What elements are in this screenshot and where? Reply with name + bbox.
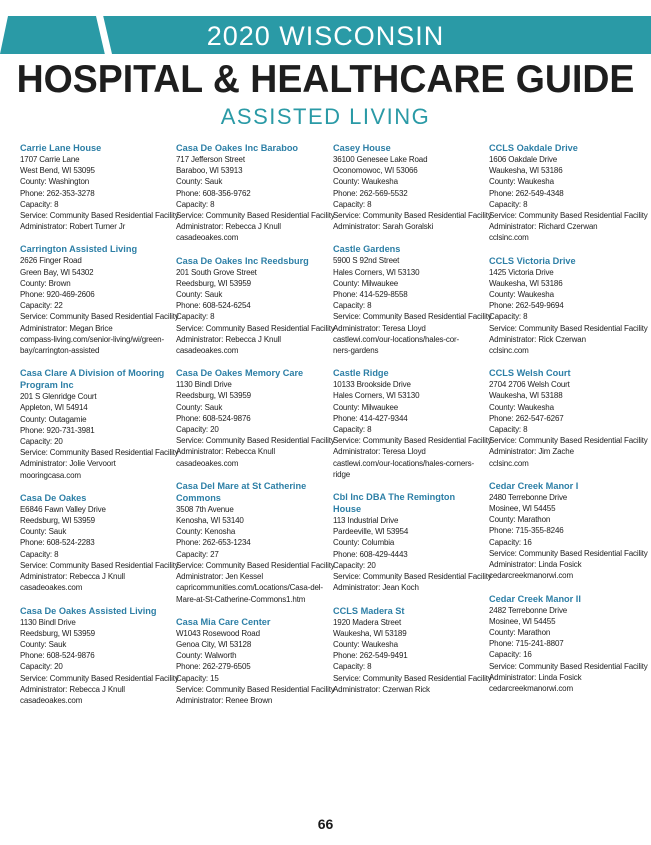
facility-listing xyxy=(176,367,335,469)
facility-name: Casa De Oakes xyxy=(20,492,87,503)
facility-phone: Phone: 262-279-6505 xyxy=(176,662,251,672)
facility-service: Service: Community Based Residential Facility xyxy=(333,211,492,221)
facility-capacity: Capacity: 8 xyxy=(489,312,528,322)
facility-capacity: Capacity: 8 xyxy=(333,301,372,311)
facility-capacity: Capacity: 20 xyxy=(333,560,376,570)
facility-service: Service: Community Based Residential Facility xyxy=(489,323,648,333)
facility-county: County: Sauk xyxy=(176,290,223,300)
facility-detail: 10133 Brookside Drive xyxy=(333,380,411,390)
facility-website[interactable]: castlewi.com/our-locations/hales-cor- xyxy=(333,334,460,344)
facility-county: County: Milwaukee xyxy=(333,278,399,288)
page-title: HOSPITAL & HEALTHCARE GUIDE xyxy=(16,58,635,101)
facility-phone: Phone: 262-547-6267 xyxy=(489,413,564,423)
facility-phone: Phone: 262-549-9491 xyxy=(333,651,408,661)
facility-administrator: Administrator: Rebecca J Knull xyxy=(176,334,281,344)
facility-name: Casa Clare A Division of Mooring Program Inc xyxy=(20,368,165,391)
facility-listing xyxy=(176,616,335,706)
facility-website[interactable]: casadeoakes.com xyxy=(20,695,83,705)
facility-detail: Reedsburg, WI 53959 xyxy=(176,278,251,288)
facility-name: CCLS Oakdale Drive xyxy=(489,143,578,153)
facility-website[interactable]: cedarcreekmanorwi.com xyxy=(489,571,573,581)
facility-county: County: Waukesha xyxy=(489,402,554,412)
facility-detail: 1606 Oakdale Drive xyxy=(489,155,558,164)
facility-service: Service: Community Based Residential Facility xyxy=(20,448,179,458)
facility-name: Castle Gardens xyxy=(333,244,401,255)
facility-administrator: Administrator: Rebecca J Knull xyxy=(176,222,281,232)
facility-website[interactable]: ners-gardens xyxy=(333,346,379,356)
facility-name: CCLS Madera St xyxy=(333,605,405,616)
facility-service: Service: Community Based Residential Facility xyxy=(20,211,179,221)
facility-capacity: Capacity: 8 xyxy=(489,425,528,435)
facility-service: Service: Community Based Residential Facility xyxy=(176,560,335,570)
facility-detail: Reedsburg, WI 53959 xyxy=(20,516,95,526)
facility-service: Service: Community Based Residential Facility xyxy=(20,560,179,570)
facility-service: Service: Community Based Residential Facility xyxy=(333,572,492,582)
facility-detail: 2704 2706 Welsh Court xyxy=(489,380,570,390)
facility-phone: Phone: 262-549-4348 xyxy=(489,188,564,198)
facility-name: Cedar Creek Manor I xyxy=(489,480,579,491)
listing-column-1 xyxy=(20,142,179,717)
facility-website[interactable]: ridge xyxy=(333,469,351,479)
facility-detail: E6846 Fawn Valley Drive xyxy=(20,504,106,514)
facility-listing xyxy=(489,480,648,582)
listing-column-3 xyxy=(333,142,492,706)
facility-phone: Phone: 414-529-8558 xyxy=(333,290,408,300)
facility-capacity: Capacity: 20 xyxy=(176,425,219,435)
facility-detail: 201 S Glenridge Court xyxy=(20,392,97,402)
facility-listing xyxy=(20,492,179,594)
facility-capacity: Capacity: 15 xyxy=(176,673,219,683)
facility-detail: 5900 S 92nd Street xyxy=(333,256,400,266)
facility-capacity: Capacity: 20 xyxy=(20,437,63,447)
facility-name: Casa Del Mare at St Catherine Commons xyxy=(176,480,307,503)
facility-website[interactable]: Mare-at-St-Catherine-Commons1.htm xyxy=(176,594,306,604)
facility-phone: Phone: 608-524-9876 xyxy=(176,413,251,423)
facility-administrator: Administrator: Rebecca Knull xyxy=(176,447,275,457)
facility-administrator: Administrator: Teresa Lloyd xyxy=(333,447,426,457)
facility-administrator: Administrator: Jim Zache xyxy=(489,447,574,457)
facility-listing xyxy=(333,142,492,232)
listing-column-2 xyxy=(176,142,335,717)
facility-phone: Phone: 262-653-1234 xyxy=(176,538,251,548)
facility-detail: Pardeeville, WI 53954 xyxy=(333,527,409,537)
facility-detail: Mosinee, WI 54455 xyxy=(489,504,556,514)
facility-detail: Mosinee, WI 54455 xyxy=(489,616,556,626)
facility-detail: Waukesha, WI 53189 xyxy=(333,628,407,638)
facility-capacity: Capacity: 8 xyxy=(333,199,372,209)
facility-phone: Phone: 414-427-9344 xyxy=(333,413,408,423)
facility-capacity: Capacity: 27 xyxy=(176,549,219,559)
facility-detail: Hales Corners, WI 53130 xyxy=(333,391,420,401)
facility-capacity: Capacity: 20 xyxy=(20,662,63,672)
facility-phone: Phone: 262-353-3278 xyxy=(20,188,95,198)
facility-county: County: Sauk xyxy=(20,639,67,649)
facility-name: Castle Ridge xyxy=(333,368,389,379)
facility-detail: Oconomowoc, WI 53066 xyxy=(333,166,418,176)
facility-county: County: Sauk xyxy=(20,527,67,537)
banner-title: 2020 WISCONSIN xyxy=(206,21,445,51)
facility-website[interactable]: cedarcreekmanorwi.com xyxy=(489,683,573,693)
facility-phone: Phone: 608-429-4443 xyxy=(333,549,408,559)
facility-detail: Kenosha, WI 53140 xyxy=(176,516,244,526)
facility-name: Casa De Oakes Assisted Living xyxy=(20,605,157,616)
facility-detail: 36100 Genesee Lake Road xyxy=(333,155,428,164)
facility-name: Casey House xyxy=(333,143,391,153)
facility-administrator: Administrator: Robert Turner Jr xyxy=(20,222,126,232)
facility-listing xyxy=(20,605,179,707)
facility-detail: 2482 Terrebonne Drive xyxy=(489,605,568,615)
page-number: 66 xyxy=(317,816,334,832)
facility-capacity: Capacity: 16 xyxy=(489,537,532,547)
facility-phone: Phone: 262-569-5532 xyxy=(333,188,408,198)
facility-county: County: Sauk xyxy=(176,177,223,187)
facility-listing xyxy=(333,367,492,480)
facility-website[interactable]: cclsinc.com xyxy=(489,346,529,356)
facility-detail: W1043 Rosewood Road xyxy=(176,628,260,638)
listing-column-4 xyxy=(489,142,648,705)
facility-service: Service: Community Based Residential Facility xyxy=(176,436,335,446)
facility-administrator: Administrator: Jen Kessel xyxy=(176,572,263,582)
facility-capacity: Capacity: 8 xyxy=(20,199,59,209)
facility-service: Service: Community Based Residential Facility xyxy=(176,684,335,694)
facility-capacity: Capacity: 16 xyxy=(489,650,532,660)
facility-phone: Phone: 715-241-8807 xyxy=(489,639,564,649)
facility-detail: 2626 Finger Road xyxy=(20,256,82,266)
facility-service: Service: Community Based Residential Facility xyxy=(333,673,492,683)
facility-county: County: Waukesha xyxy=(333,177,398,187)
facility-detail: 1920 Madera Street xyxy=(333,617,402,627)
facility-phone: Phone: 608-524-6254 xyxy=(176,301,251,311)
facility-service: Service: Community Based Residential Facility xyxy=(20,673,179,683)
facility-name: Casa Mia Care Center xyxy=(176,616,271,627)
facility-capacity: Capacity: 8 xyxy=(20,549,59,559)
facility-phone: Phone: 715-355-8246 xyxy=(489,526,564,536)
facility-detail: 3508 7th Avenue xyxy=(176,504,234,514)
facility-capacity: Capacity: 8 xyxy=(333,425,372,435)
facility-listing xyxy=(176,142,335,244)
facility-listing xyxy=(20,142,179,232)
facility-capacity: Capacity: 8 xyxy=(176,199,215,209)
facility-phone: Phone: 920-469-2606 xyxy=(20,290,95,300)
facility-listing xyxy=(333,243,492,356)
facility-administrator: Administrator: Rick Czerwan xyxy=(489,334,586,344)
facility-website[interactable]: casadeoakes.com xyxy=(176,458,239,468)
facility-administrator: Administrator: Jean Koch xyxy=(333,583,419,593)
facility-name: Cedar Creek Manor II xyxy=(489,593,581,604)
facility-detail: 113 Industrial Drive xyxy=(333,516,399,526)
facility-detail: Waukesha, WI 53188 xyxy=(489,391,563,401)
facility-name: Casa De Oakes Memory Care xyxy=(176,368,304,379)
facility-county: County: Washington xyxy=(20,177,90,187)
facility-detail: bay/carrington-assisted xyxy=(20,346,100,356)
facility-detail: 1425 Victoria Drive xyxy=(489,267,554,277)
facility-website[interactable]: capricommunities.com/Locations/Casa-del- xyxy=(176,583,323,593)
facility-detail: Reedsburg, WI 53959 xyxy=(176,391,251,401)
facility-service: Service: Community Based Residential Facility xyxy=(489,548,648,558)
facility-county: County: Outagamie xyxy=(20,414,87,424)
facility-listing xyxy=(489,593,648,695)
facility-listing xyxy=(489,142,648,244)
facility-detail: 201 South Grove Street xyxy=(176,267,257,277)
facility-listing xyxy=(333,605,492,695)
facility-detail: Reedsburg, WI 53959 xyxy=(20,628,95,638)
facility-detail: Genoa City, WI 53128 xyxy=(176,639,252,649)
facility-county: County: Sauk xyxy=(176,402,223,412)
facility-listing xyxy=(176,480,335,605)
facility-county: County: Columbia xyxy=(333,538,395,548)
facility-service: Service: Community Based Residential Facility xyxy=(489,436,648,446)
facility-detail: Baraboo, WI 53913 xyxy=(176,166,243,176)
facility-county: County: Milwaukee xyxy=(333,402,399,412)
facility-website[interactable]: cclsinc.com xyxy=(489,233,529,243)
facility-administrator: Administrator: Rebecca J Knull xyxy=(20,684,125,694)
facility-capacity: Capacity: 8 xyxy=(333,662,372,672)
facility-county: County: Marathon xyxy=(489,515,551,525)
facility-website[interactable]: castlewi.com/our-locations/hales-corners- xyxy=(333,458,475,468)
facility-website[interactable]: cclsinc.com xyxy=(489,458,529,468)
facility-capacity: Capacity: 22 xyxy=(20,301,63,311)
facility-detail: Appleton, WI 54914 xyxy=(20,403,88,413)
facility-detail: 1130 Bindl Drive xyxy=(20,617,76,627)
facility-detail: 717 Jefferson Street xyxy=(176,155,245,164)
facility-website[interactable]: casadeoakes.com xyxy=(176,346,239,356)
facility-name: Casa De Oakes Inc Baraboo xyxy=(176,143,299,153)
facility-administrator: Administrator: Linda Fosick xyxy=(489,672,582,682)
facility-listing xyxy=(333,491,492,593)
facility-administrator: Administrator: Megan Brice xyxy=(20,323,113,333)
facility-administrator: Administrator: Teresa Lloyd xyxy=(333,323,426,333)
facility-service: Service: Community Based Residential Facility xyxy=(333,436,492,446)
facility-administrator: Administrator: Renee Brown xyxy=(176,695,273,705)
facility-county: County: Walworth xyxy=(176,651,237,661)
facility-listing xyxy=(20,243,179,356)
facility-county: County: Brown xyxy=(20,278,71,288)
facility-capacity: Capacity: 8 xyxy=(489,199,528,209)
facility-county: County: Waukesha xyxy=(489,290,554,300)
facility-county: County: Marathon xyxy=(489,627,551,637)
facility-phone: Phone: 608-524-9876 xyxy=(20,651,95,661)
facility-administrator: Administrator: Richard Czerwan xyxy=(489,222,598,232)
facility-listing xyxy=(489,367,648,469)
facility-capacity: Capacity: 8 xyxy=(176,312,215,322)
facility-administrator: Administrator: Czerwan Rick xyxy=(333,684,430,694)
section-subtitle: ASSISTED LIVING xyxy=(220,104,431,129)
facility-phone: Phone: 920-731-3981 xyxy=(20,425,95,435)
facility-service: Service: Community Based Residential Facility xyxy=(176,323,335,333)
facility-detail: Hales Corners, WI 53130 xyxy=(333,267,420,277)
facility-detail: Waukesha, WI 53186 xyxy=(489,166,563,176)
facility-service: Service: Community Based Residential Facility xyxy=(489,661,648,671)
facility-name: Carrie Lane House xyxy=(20,143,102,153)
facility-listing xyxy=(489,255,648,357)
facility-name: Casa De Oakes Inc Reedsburg xyxy=(176,255,309,266)
facility-phone: Phone: 608-356-9762 xyxy=(176,188,251,198)
facility-listing xyxy=(20,367,179,481)
facility-listing xyxy=(176,255,335,357)
facility-county: County: Waukesha xyxy=(489,177,554,187)
facility-name: Cbl Inc DBA The Remington House xyxy=(333,492,456,515)
facility-detail: 1130 Bindl Drive xyxy=(176,380,232,390)
facility-service: Service: Community Based Residential Facility xyxy=(20,312,179,322)
facility-county: County: Waukesha xyxy=(333,639,398,649)
facility-phone: Phone: 262-549-9694 xyxy=(489,301,564,311)
facility-phone: Phone: 608-524-2283 xyxy=(20,538,95,548)
facility-administrator: Administrator: Sarah Goralski xyxy=(333,222,434,232)
facility-service: Service: Community Based Residential Facility xyxy=(489,211,648,221)
facility-name: Carrington Assisted Living xyxy=(20,244,138,255)
facility-detail: 1707 Carrie Lane xyxy=(20,155,80,164)
facility-website[interactable]: casadeoakes.com xyxy=(20,583,83,593)
facility-name: CCLS Victoria Drive xyxy=(489,255,576,266)
facility-website[interactable]: mooringcasa.com xyxy=(20,470,81,480)
facility-detail: West Bend, WI 53095 xyxy=(20,166,95,176)
facility-name: CCLS Welsh Court xyxy=(489,368,571,379)
facility-website[interactable]: compass-living.com/senior-living/wi/green- xyxy=(20,334,164,344)
facility-service: Service: Community Based Residential Facility xyxy=(176,211,335,221)
facility-detail: 2480 Terrebonne Drive xyxy=(489,492,568,502)
facility-website[interactable]: casadeoakes.com xyxy=(176,233,239,243)
facility-administrator: Administrator: Jolie Vervoort xyxy=(20,459,116,469)
facility-detail: Green Bay, WI 54302 xyxy=(20,267,94,277)
facility-detail: Waukesha, WI 53186 xyxy=(489,278,563,288)
facility-administrator: Administrator: Linda Fosick xyxy=(489,560,582,570)
facility-service: Service: Community Based Residential Facility xyxy=(333,312,492,322)
facility-county: County: Kenosha xyxy=(176,527,236,537)
facility-administrator: Administrator: Rebecca J Knull xyxy=(20,572,125,582)
